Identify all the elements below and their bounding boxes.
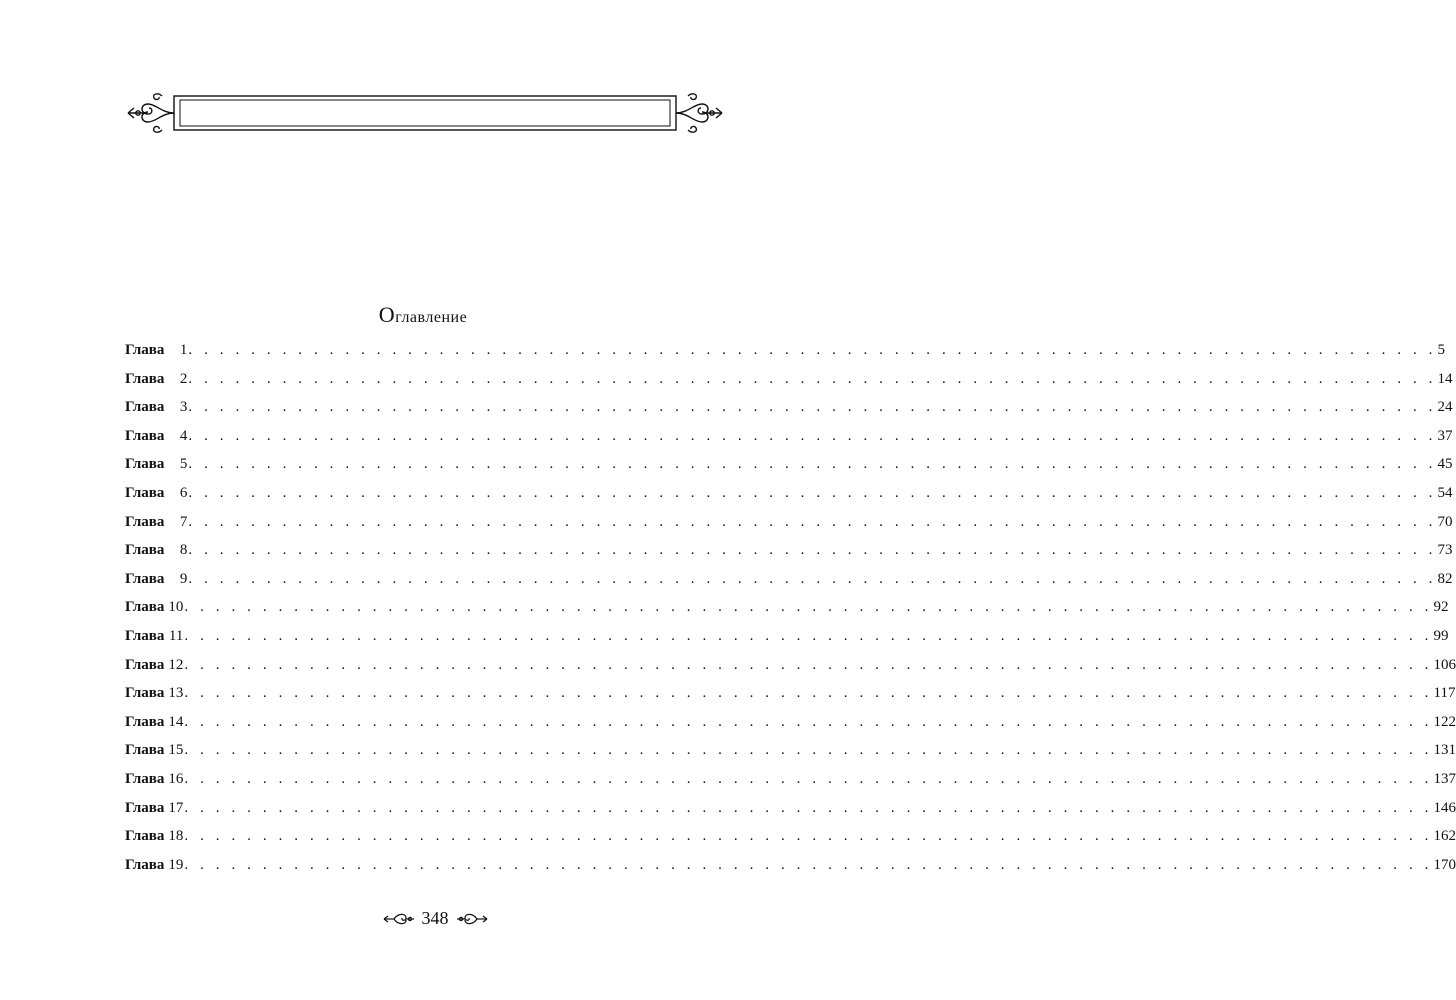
chapter-number: 9 [179, 570, 188, 587]
chapter-word: Глава [125, 513, 165, 530]
toc-entry [125, 399, 1453, 428]
toc-entry-page: 54 [1437, 484, 1453, 501]
chapter-number: 17 [168, 799, 184, 816]
toc-entry-page: 73 [1437, 542, 1453, 559]
toc-entry [125, 656, 1456, 686]
toc-entry-label [125, 742, 183, 759]
toc-entry-page: 99 [1433, 627, 1449, 644]
toc-entry [125, 799, 1456, 829]
dot-leader: . . . . . . . . . . . . . . . . . . . . . . . . . . . . . . . . . . . . . . . . . . . . . . . . . . . . . . . . . . . . . . . . . . . . . . . . . . . . . . . . [188, 484, 1437, 501]
dot-leader: . . . . . . . . . . . . . . . . . . . . . . . . . . . . . . . . . . . . . . . . . . . . . . . . . . . . . . . . . . . . . . . . . . . . . . . . . . . . . . . . [188, 370, 1437, 387]
chapter-word: Глава [125, 484, 165, 501]
toc-entry-label [125, 371, 187, 388]
dot-leader: . . . . . . . . . . . . . . . . . . . . . . . . . . . . . . . . . . . . . . . . . . . . . . . . . . . . . . . . . . . . . . . . . . . . . . . . . . . . . . . . [188, 456, 1437, 473]
dot-leader: . . . . . . . . . . . . . . . . . . . . . . . . . . . . . . . . . . . . . . . . . . . . . . . . . . . . . . . . . . . . . . . . . . . . . . . . . . . . . . . . [184, 713, 1433, 730]
toc-entry-label [125, 571, 187, 588]
toc-entry [125, 484, 1453, 514]
chapter-number: 14 [168, 713, 184, 730]
toc-entry-label [125, 857, 183, 874]
toc-entry-page: 146 [1433, 799, 1456, 816]
toc-entry-page: 5 [1437, 342, 1446, 358]
chapter-word: Глава [125, 456, 165, 473]
page-footer [380, 908, 490, 929]
toc-list [125, 342, 1456, 885]
chapter-word: Глава [125, 685, 165, 702]
toc-entry-label [125, 599, 183, 616]
toc-entry [125, 427, 1453, 457]
dot-leader: . . . . . . . . . . . . . . . . . . . . . . . . . . . . . . . . . . . . . . . . . . . . . . . . . . . . . . . . . . . . . . . . . . . . . . . . . . . . . . . . [184, 856, 1433, 873]
toc-entry-page: 92 [1433, 599, 1449, 616]
chapter-word: Глава [125, 856, 165, 873]
chapter-word: Глава [125, 828, 165, 845]
dot-leader: . . . . . . . . . . . . . . . . . . . . . . . . . . . . . . . . . . . . . . . . . . . . . . . . . . . . . . . . . . . . . . . . . . . . . . . . . . . . . . . . [188, 542, 1437, 559]
toc-entry-label [125, 685, 183, 702]
toc-entry-page: 37 [1437, 427, 1453, 444]
toc-entry [125, 370, 1453, 400]
toc-entry [125, 627, 1449, 657]
toc-entry-label [125, 628, 183, 645]
dot-leader: . . . . . . . . . . . . . . . . . . . . . . . . . . . . . . . . . . . . . . . . . . . . . . . . . . . . . . . . . . . . . . . . . . . . . . . . . . . . . . . . [184, 627, 1433, 644]
toc-entry [125, 742, 1456, 771]
toc-entry [125, 856, 1456, 886]
toc-entry [125, 599, 1449, 628]
chapter-word: Глава [125, 370, 165, 387]
chapter-word: Глава [125, 427, 165, 444]
dot-leader: . . . . . . . . . . . . . . . . . . . . . . . . . . . . . . . . . . . . . . . . . . . . . . . . . . . . . . . . . . . . . . . . . . . . . . . . . . . . . . . . [184, 599, 1433, 616]
toc-entry [125, 570, 1453, 600]
chapter-number: 10 [168, 599, 184, 616]
toc-title [0, 302, 846, 328]
toc-entry-page: 122 [1433, 713, 1456, 730]
dot-leader: . . . . . . . . . . . . . . . . . . . . . . . . . . . . . . . . . . . . . . . . . . . . . . . . . . . . . . . . . . . . . . . . . . . . . . . . . . . . . . . . [188, 427, 1437, 444]
toc-entry-label [125, 542, 187, 559]
toc-entry [125, 542, 1453, 571]
chapter-number: 7 [179, 513, 188, 530]
toc-entry-page: 24 [1437, 399, 1453, 416]
dot-leader: . . . . . . . . . . . . . . . . . . . . . . . . . . . . . . . . . . . . . . . . . . . . . . . . . . . . . . . . . . . . . . . . . . . . . . . . . . . . . . . . [184, 742, 1433, 759]
chapter-word: Глава [125, 542, 165, 559]
toc-entry-page: 70 [1437, 513, 1453, 530]
chapter-number: 3 [179, 399, 188, 416]
chapter-number: 19 [168, 856, 184, 873]
chapter-number: 2 [179, 370, 188, 387]
toc-entry-label [125, 485, 187, 502]
chapter-word: Глава [125, 656, 165, 673]
toc-entry [125, 770, 1456, 800]
chapter-number: 11 [168, 627, 184, 644]
toc-entry-page: 45 [1437, 456, 1453, 473]
chapter-number: 15 [168, 742, 184, 759]
chapter-number: 16 [168, 770, 184, 787]
chapter-word: Глава [125, 570, 165, 587]
chapter-word: Глава [125, 627, 165, 644]
chapter-number: 8 [179, 542, 188, 559]
chapter-word: Глава [125, 770, 165, 787]
toc-entry-label [125, 428, 187, 445]
dot-leader: . . . . . . . . . . . . . . . . . . . . . . . . . . . . . . . . . . . . . . . . . . . . . . . . . . . . . . . . . . . . . . . . . . . . . . . . . . . . . . . . [184, 656, 1433, 673]
toc-entry-label [125, 771, 183, 788]
toc-entry-page: 137 [1433, 770, 1456, 787]
dot-leader: . . . . . . . . . . . . . . . . . . . . . . . . . . . . . . . . . . . . . . . . . . . . . . . . . . . . . . . . . . . . . . . . . . . . . . . . . . . . . . . . [188, 513, 1437, 530]
toc-entry-page: 162 [1433, 828, 1456, 845]
toc-entry-label [125, 800, 183, 817]
chapter-number: 18 [168, 828, 184, 845]
chapter-number: 5 [179, 456, 188, 473]
toc-entry-page: 14 [1437, 370, 1453, 387]
chapter-word: Глава [125, 399, 165, 416]
toc-entry [125, 342, 1446, 371]
toc-entry-page: 117 [1433, 685, 1456, 702]
chapter-number: 6 [179, 484, 188, 501]
toc-entry [125, 713, 1456, 743]
chapter-number: 4 [179, 427, 188, 444]
flourish-icon [455, 911, 489, 927]
dot-leader: . . . . . . . . . . . . . . . . . . . . . . . . . . . . . . . . . . . . . . . . . . . . . . . . . . . . . . . . . . . . . . . . . . . . . . . . . . . . . . . . [188, 570, 1437, 587]
toc-entry [125, 828, 1456, 857]
toc-entry [125, 513, 1453, 543]
toc-entry-label [125, 657, 183, 674]
toc-title-rest: главление [395, 309, 468, 326]
toc-entry-label [125, 514, 187, 531]
dot-leader: . . . . . . . . . . . . . . . . . . . . . . . . . . . . . . . . . . . . . . . . . . . . . . . . . . . . . . . . . . . . . . . . . . . . . . . . . . . . . . . . [184, 685, 1433, 702]
flourish-icon [382, 911, 416, 927]
page-number: 348 [421, 908, 449, 928]
dot-leader: . . . . . . . . . . . . . . . . . . . . . . . . . . . . . . . . . . . . . . . . . . . . . . . . . . . . . . . . . . . . . . . . . . . . . . . . . . . . . . . . [184, 770, 1433, 787]
chapter-number: 13 [168, 685, 184, 702]
toc-entry-label [125, 828, 183, 845]
chapter-word: Глава [125, 599, 165, 616]
chapter-word: Глава [125, 742, 165, 759]
toc-entry-page: 106 [1433, 656, 1456, 673]
chapter-number: 12 [168, 656, 184, 673]
toc-entry-page: 131 [1433, 742, 1456, 759]
toc-entry [125, 456, 1453, 485]
toc-entry-page: 82 [1437, 570, 1453, 587]
dot-leader: . . . . . . . . . . . . . . . . . . . . . . . . . . . . . . . . . . . . . . . . . . . . . . . . . . . . . . . . . . . . . . . . . . . . . . . . . . . . . . . . [188, 399, 1437, 416]
toc-entry-page: 170 [1433, 856, 1456, 873]
dot-leader: . . . . . . . . . . . . . . . . . . . . . . . . . . . . . . . . . . . . . . . . . . . . . . . . . . . . . . . . . . . . . . . . . . . . . . . . . . . . . . . . [184, 799, 1433, 816]
toc-title-initial: О [378, 302, 396, 327]
toc-entry [125, 685, 1456, 714]
toc-entry-label [125, 342, 187, 359]
chapter-word: Глава [125, 713, 165, 730]
header-ornament-frame [122, 90, 728, 136]
chapter-word: Глава [125, 799, 165, 816]
toc-entry-label [125, 399, 187, 416]
chapter-word: Глава [125, 342, 165, 358]
dot-leader: . . . . . . . . . . . . . . . . . . . . . . . . . . . . . . . . . . . . . . . . . . . . . . . . . . . . . . . . . . . . . . . . . . . . . . . . . . . . . . . . [188, 342, 1437, 358]
chapter-number: 1 [179, 342, 188, 358]
toc-entry-label [125, 456, 187, 473]
dot-leader: . . . . . . . . . . . . . . . . . . . . . . . . . . . . . . . . . . . . . . . . . . . . . . . . . . . . . . . . . . . . . . . . . . . . . . . . . . . . . . . . [184, 828, 1433, 845]
toc-entry-label [125, 714, 183, 731]
